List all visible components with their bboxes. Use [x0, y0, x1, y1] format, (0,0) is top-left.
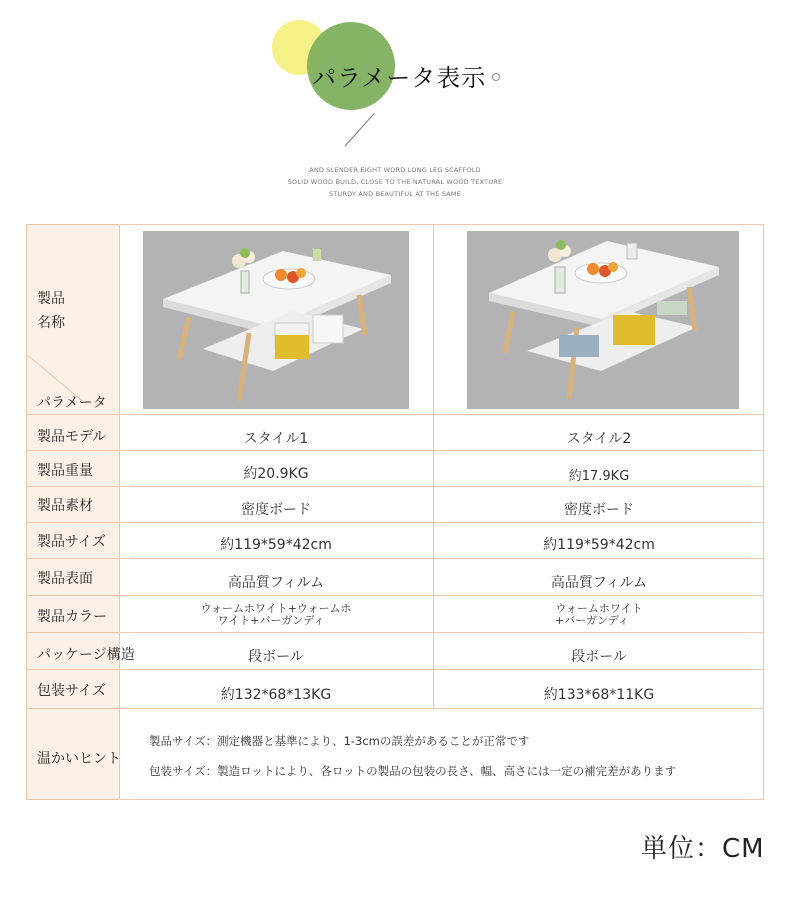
cell-color-1-line: ウォームホワイト+ウォームホ — [200, 602, 352, 615]
cell-color-2 — [433, 603, 765, 627]
divider — [27, 669, 763, 670]
cell-weight-1: 約20.9KG — [243, 466, 309, 482]
coffee-table-image — [143, 231, 409, 409]
cell-weight-2: 約17.9KG — [568, 469, 630, 484]
divider — [27, 486, 763, 487]
cell-package-size-2: 約133*68*11KG — [543, 687, 655, 703]
row-label-size: 製品サイズ — [37, 534, 106, 550]
divider — [27, 558, 763, 559]
row-label-weight: 製品重量 — [37, 463, 93, 479]
divider — [27, 450, 763, 451]
cell-package-size-1: 約132*68*13KG — [220, 687, 332, 703]
decor-slash — [345, 113, 375, 146]
cell-material-1: 密度ボード — [241, 502, 311, 518]
divider — [27, 708, 763, 709]
row-label-surface: 製品表面 — [37, 571, 93, 587]
corner-label-product-name: 製品 名称 — [37, 291, 65, 331]
product-photo-style1 — [143, 231, 409, 409]
divider — [27, 595, 763, 596]
cell-surface-2: 高品質フィルム — [550, 575, 648, 591]
cell-material-2: 密度ボード — [564, 502, 634, 518]
cell-package-2: 段ボール — [571, 649, 627, 665]
cell-model-2: スタイル2 — [566, 431, 632, 447]
row-label-package: パッケージ構造 — [37, 647, 135, 663]
row-label-material: 製品素材 — [37, 498, 93, 514]
cell-size-2: 約119*59*42cm — [543, 537, 655, 553]
hint-line-2: 包装サイズ：製造ロットにより、各ロットの製品の包装の長さ、幅、高さには一定の補完差があります — [149, 764, 677, 778]
row-label-hint: 温かいヒント — [37, 751, 121, 767]
corner-label-parameter: パラメータ — [37, 395, 107, 411]
coffee-table-image — [467, 231, 739, 409]
subtitle-line: AND SLENDER EIGHT WORD LONG LEG SCAFFOLD — [309, 166, 481, 174]
cell-surface-1: 高品質フィルム — [227, 575, 325, 591]
cell-model-1: スタイル1 — [243, 431, 309, 447]
cell-color-1 — [119, 603, 433, 627]
cell-size-1: 約119*59*42cm — [220, 537, 332, 553]
hint-line-1: 製品サイズ：測定機器と基準により、1-3cmの誤差があることが正常です — [149, 734, 530, 748]
page-title: パラメータ表示 — [312, 64, 487, 92]
cell-color-2-line: +バーガンディ — [554, 614, 630, 627]
divider — [27, 414, 763, 415]
cell-package-1: 段ボール — [248, 649, 304, 665]
unit-label: 単位：CM — [641, 834, 765, 864]
subtitle-line: SOLID WOOD BUILD, CLOSE TO THE NATURAL WOOD TEXTURE — [287, 178, 503, 186]
decor-dot-icon — [492, 73, 500, 81]
row-label-color: 製品カラー — [37, 609, 107, 625]
parameter-table — [26, 224, 764, 800]
row-label-package-size: 包装サイズ — [37, 683, 106, 699]
subtitle-line: STURDY AND BEAUTIFUL AT THE SAME — [328, 190, 462, 198]
divider — [27, 632, 763, 633]
cell-color-2-line: ウォームホワイト — [555, 602, 643, 615]
row-label-model: 製品モデル — [37, 429, 107, 445]
product-photo-style2 — [467, 231, 739, 409]
subtitle — [0, 164, 790, 200]
cell-color-1-line: ワイト+バーガンディ — [217, 614, 325, 627]
divider — [27, 522, 763, 523]
